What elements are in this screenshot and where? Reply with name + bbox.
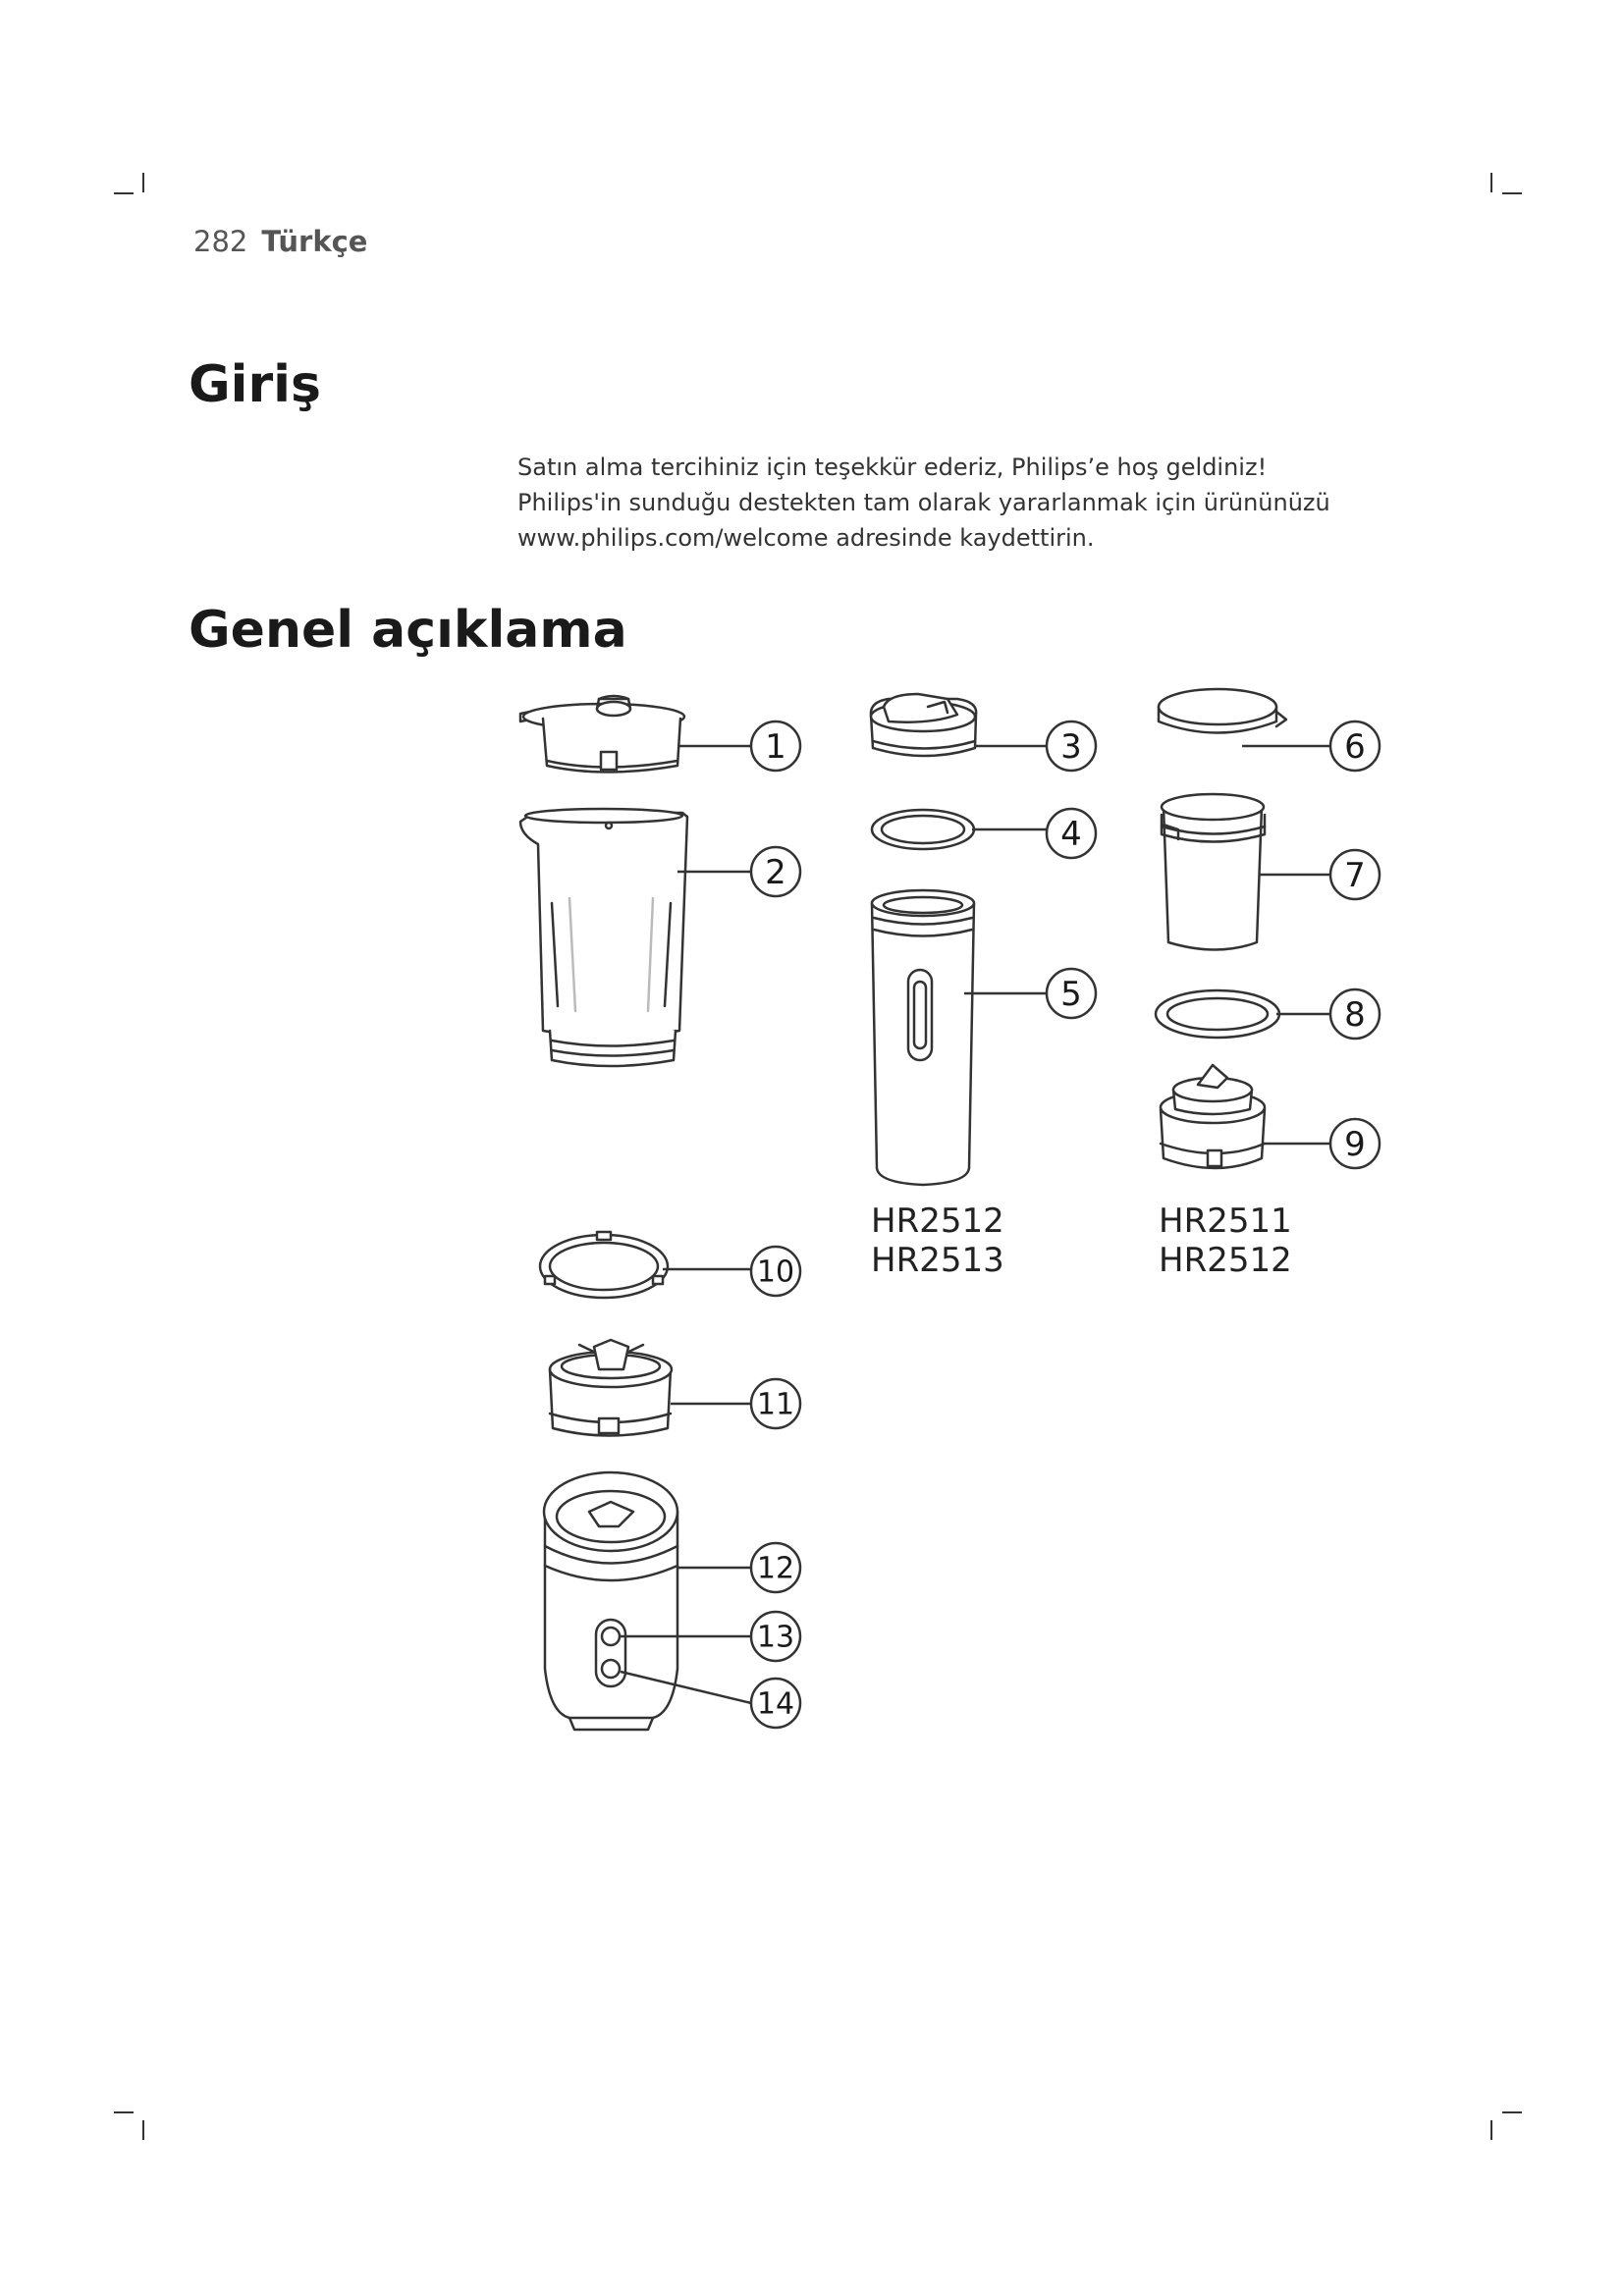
callout-10-label: 10 bbox=[756, 1255, 795, 1290]
part-12-motor-unit bbox=[544, 1472, 677, 1730]
part-6-small-lid bbox=[1159, 689, 1286, 733]
part-1-jar-lid bbox=[520, 696, 684, 773]
model-list-middle bbox=[871, 1201, 1004, 1280]
part-8-sealing-ring bbox=[1156, 990, 1279, 1038]
intro-line: Satın alma tercihiniz için teşekkür ederiz, Philips’e hoş geldiniz! bbox=[517, 454, 1268, 481]
callout-3-label: 3 bbox=[1060, 727, 1082, 767]
page-number: 282 bbox=[193, 225, 248, 258]
part-4-sealing-ring bbox=[872, 810, 974, 849]
callout-12-label: 12 bbox=[756, 1551, 795, 1586]
model-name: HR2512 bbox=[1159, 1241, 1292, 1280]
part-10-ring bbox=[540, 1232, 668, 1298]
callout-14-label: 14 bbox=[756, 1686, 795, 1722]
callout-9-label: 9 bbox=[1344, 1125, 1366, 1164]
part-3-to-go-lid bbox=[871, 694, 976, 756]
section-title-overview: Genel açıklama bbox=[189, 601, 627, 660]
section-title-intro: Giriş bbox=[189, 355, 321, 414]
intro-line: Philips'in sunduğu destekten tam olarak yararlanmak için ürününüzü bbox=[517, 489, 1330, 516]
model-name: HR2513 bbox=[871, 1241, 1004, 1280]
callout-1-label: 1 bbox=[765, 727, 786, 767]
callout-6-label: 6 bbox=[1344, 727, 1366, 767]
callout-5-label: 5 bbox=[1060, 975, 1082, 1014]
callout-7-label: 7 bbox=[1344, 856, 1366, 895]
callout-2-label: 2 bbox=[765, 853, 786, 892]
model-name: HR2512 bbox=[871, 1201, 1004, 1241]
part-11-blade-unit bbox=[550, 1340, 672, 1436]
model-name: HR2511 bbox=[1159, 1201, 1292, 1241]
callout-11-label: 11 bbox=[756, 1387, 795, 1422]
callout-13-label: 13 bbox=[756, 1620, 795, 1655]
callout-8-label: 8 bbox=[1344, 995, 1366, 1035]
part-5-to-go-bottle bbox=[872, 890, 974, 1185]
callout-4-label: 4 bbox=[1060, 815, 1082, 854]
part-9-blade-unit bbox=[1161, 1065, 1265, 1168]
part-7-small-cup bbox=[1162, 794, 1265, 950]
language-label: Türkçe bbox=[261, 225, 368, 258]
intro-line: www.philips.com/welcome adresinde kaydettirin. bbox=[517, 524, 1095, 552]
part-2-blender-jar bbox=[520, 809, 687, 1066]
model-list-right bbox=[1159, 1201, 1292, 1280]
